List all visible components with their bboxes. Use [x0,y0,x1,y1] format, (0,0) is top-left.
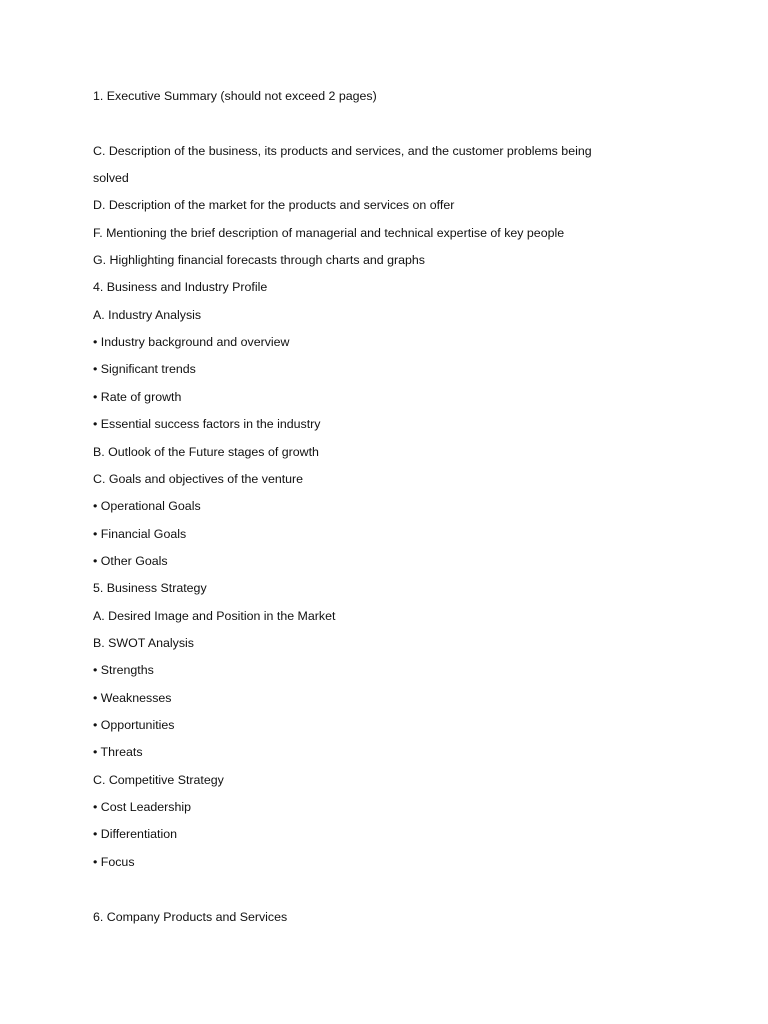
subheading: B. SWOT Analysis [93,636,194,650]
subheading: A. Desired Image and Position in the Market [93,609,336,623]
subheading: A. Industry Analysis [93,308,202,322]
subheading: C. Goals and objectives of the venture [93,472,304,486]
bullet-item: • Operational Goals [93,499,201,513]
subheading: B. Outlook of the Future stages of growth [93,445,319,459]
bullet-item: • Essential success factors in the industry [93,417,321,431]
bullet-item: • Weaknesses [93,691,172,705]
bullet-item: • Cost Leadership [93,800,192,814]
text-line: F. Mentioning the brief description of managerial and technical expertise of key people [93,226,565,240]
text-line: D. Description of the market for the products and services on offer [93,198,455,212]
bullet-item: • Other Goals [93,554,168,568]
bullet-item: • Industry background and overview [93,335,290,349]
text-line: C. Description of the business, its products and services, and the customer problems being [93,144,592,158]
heading-company-products-services: 6. Company Products and Services [93,910,288,924]
bullet-item: • Opportunities [93,718,175,732]
heading-executive-summary: 1. Executive Summary (should not exceed 2 pages) [93,89,377,103]
text-line: G. Highlighting financial forecasts through charts and graphs [93,253,425,267]
bullet-item: • Threats [93,745,143,759]
bullet-item: • Financial Goals [93,527,187,541]
bullet-item: • Rate of growth [93,390,182,404]
heading-business-industry-profile: 4. Business and Industry Profile [93,280,268,294]
subheading: C. Competitive Strategy [93,773,224,787]
bullet-item: • Strengths [93,663,154,677]
bullet-item: • Significant trends [93,362,196,376]
bullet-item: • Differentiation [93,827,178,841]
bullet-item: • Focus [93,855,135,869]
heading-business-strategy: 5. Business Strategy [93,581,207,595]
text-line: solved [93,171,129,185]
